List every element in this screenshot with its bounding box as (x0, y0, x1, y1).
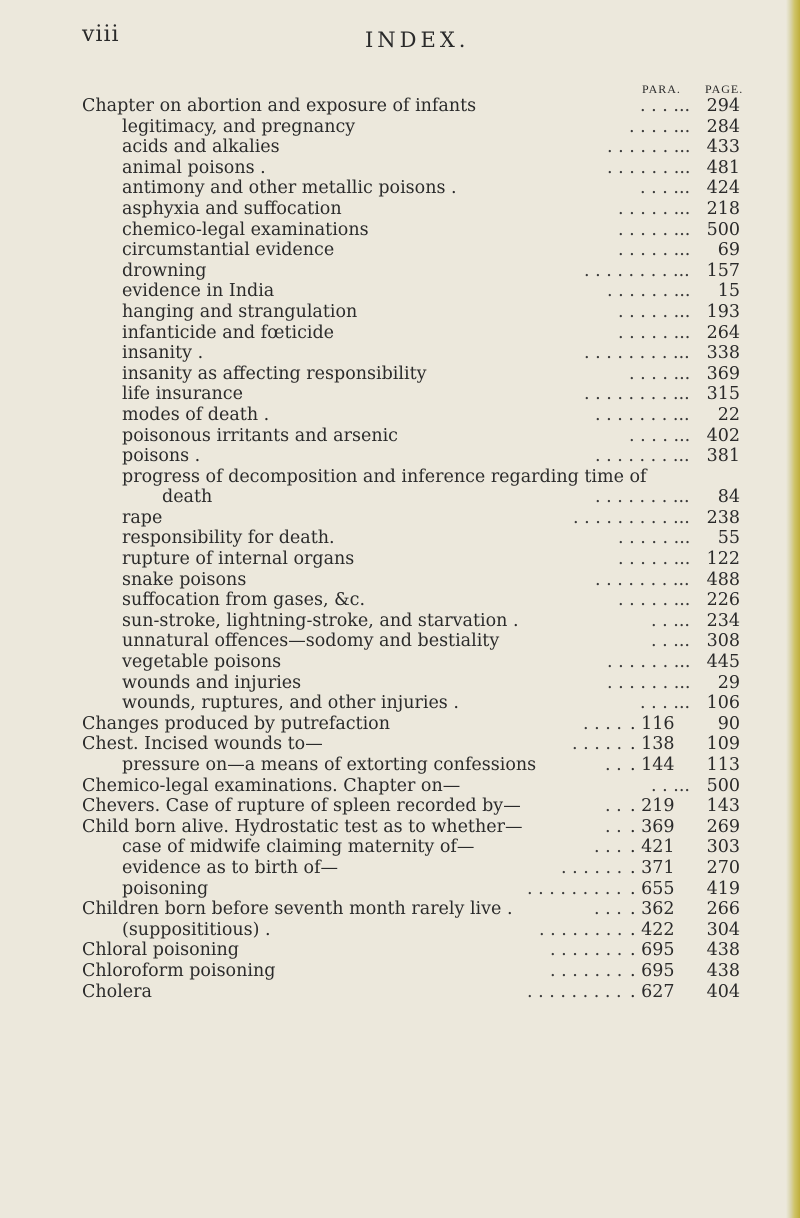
index-entry (0, 858, 800, 879)
leader-dots: . . ... (651, 610, 690, 631)
page-number: 284 (706, 116, 740, 137)
page-number: 488 (706, 569, 740, 590)
page-number: 122 (706, 549, 740, 570)
index-entry (0, 426, 800, 447)
paragraph-number: . 371 (630, 857, 675, 878)
index-entry-text: Cholera (82, 981, 152, 1002)
index-entry (0, 837, 800, 858)
leader-dots: . . . . . . . (550, 940, 623, 961)
index-entry-text: life insurance (122, 384, 243, 405)
index-entry-text: snake poisons (122, 569, 247, 590)
leader-dots: . . (605, 755, 622, 775)
page-folio: viii (82, 22, 120, 47)
page-number: 234 (706, 610, 740, 631)
leader-dots: . . . . . ... (618, 219, 691, 240)
leader-dots: . . (605, 796, 622, 817)
leader-dots: . . . . . ... (618, 590, 691, 611)
leader-dots: . . . . ... (629, 363, 691, 384)
page-number: 500 (706, 775, 740, 796)
index-entry (0, 776, 800, 797)
page-number: 402 (706, 425, 740, 446)
leader-dots: . . . . . . . ... (595, 446, 690, 467)
leader-dots: . . . (594, 837, 622, 858)
page-number: 294 (706, 96, 740, 116)
index-entry (0, 343, 800, 364)
index-entry-text: asphyxia and suffocation (122, 198, 342, 219)
index-entry (0, 487, 800, 508)
paragraph-number: . 116 (630, 713, 675, 734)
page-number: 438 (706, 940, 740, 961)
page-number: 500 (706, 219, 740, 240)
leader-dots: . . . . ... (629, 425, 691, 446)
index-entry-text: insanity . (122, 343, 204, 364)
page-number: 238 (706, 507, 740, 528)
page-number: 55 (717, 528, 740, 549)
index-entry-text: rape (122, 507, 163, 528)
index-entry-text: poisons . (122, 446, 201, 467)
index-entry (0, 611, 800, 632)
index-entry-text: suffocation from gases, &c. (122, 590, 366, 611)
page-number: 445 (706, 652, 740, 673)
leader-dots: . . . . . . . . ... (584, 260, 690, 281)
page-number: 106 (706, 693, 740, 714)
paragraph-number: . 421 (630, 837, 675, 858)
paragraph-number: . 422 (630, 919, 675, 940)
index-entry-text: progress of decomposition and inference regarding time of (122, 466, 647, 487)
index-entry-text: acids and alkalies (122, 137, 280, 158)
index-entry-text: legitimacy, and pregnancy (122, 116, 356, 137)
page-number: 69 (717, 240, 740, 261)
index-entry (0, 961, 800, 982)
index-entry (0, 631, 800, 652)
leader-dots: . . . . . ... (618, 198, 691, 219)
index-entry (0, 796, 800, 817)
index-entry (0, 920, 800, 941)
paragraph-number: . 362 (630, 899, 675, 920)
index-entry-text: wounds, ruptures, and other injuries . (122, 693, 459, 714)
index-entry (0, 549, 800, 570)
index-entry (0, 199, 800, 220)
index-entry-text: vegetable poisons (122, 652, 282, 673)
page-number: 481 (706, 157, 740, 178)
index-entry (0, 137, 800, 158)
index-entry-text: animal poisons . (122, 157, 266, 178)
leader-dots: . . . . . ... (618, 528, 691, 549)
index-entry (0, 940, 800, 961)
index-entry (0, 899, 800, 920)
index-entry-text: Chapter on abortion and exposure of infants (82, 96, 477, 116)
index-entry-text: sun-stroke, lightning-stroke, and starvation . (122, 610, 519, 631)
index-entry (0, 158, 800, 179)
leader-dots: . . . . (583, 713, 622, 734)
index-entry-text: case of midwife claiming maternity of— (122, 837, 475, 858)
page-number: 15 (717, 281, 740, 302)
index-entry (0, 714, 800, 735)
index-entry (0, 755, 800, 776)
index-entry (0, 693, 800, 714)
index-entry-text: Child born alive. Hydrostatic test as to whether— (82, 816, 523, 837)
leader-dots: . . . . . . . . . (527, 878, 622, 899)
leader-dots: . . . . . . . ... (595, 487, 690, 508)
paragraph-number: . 655 (630, 878, 675, 899)
leader-dots: . . . . . . ... (607, 281, 691, 302)
para-column-header: PARA. (642, 82, 681, 96)
page-number: 109 (706, 734, 740, 755)
leader-dots: . . ... (651, 631, 690, 652)
page-number: 264 (706, 322, 740, 343)
page-number: 90 (717, 713, 740, 734)
index-entry-text: (supposititious) . (122, 919, 271, 940)
index-entry-text: Chevers. Case of rupture of spleen recorded by— (82, 796, 521, 817)
index-entry-text: circumstantial evidence (122, 240, 335, 261)
leader-dots: . . . . . . ... (607, 672, 691, 693)
index-entry-text: infanticide and fœticide (122, 322, 335, 343)
page-number: 84 (717, 487, 740, 508)
index-entry (0, 734, 800, 755)
paragraph-number: . 144 (630, 755, 675, 775)
index-entry-text: evidence in India (122, 281, 275, 302)
page-number: 270 (706, 857, 740, 878)
index-entry-text: poisoning (122, 878, 209, 899)
leader-dots: . . . . . . . . . ... (573, 507, 690, 528)
index-entry (0, 982, 800, 1003)
index-entry-text: Chloroform poisoning (82, 960, 276, 981)
page-number: 338 (706, 343, 740, 364)
index-entry-text: modes of death . (122, 404, 270, 425)
leader-dots: . . . . . ... (618, 301, 691, 322)
leader-dots: . . ... (651, 775, 690, 796)
page-number: 303 (706, 837, 740, 858)
index-entry (0, 673, 800, 694)
leader-dots: . . . . . . . . . (527, 981, 622, 1002)
leader-dots: . . . ... (640, 178, 691, 199)
index-entry-text: responsibility for death. (122, 528, 335, 549)
leader-dots: . . . ... (640, 693, 691, 714)
index-entry-text: Children born before seventh month rarely live . (82, 899, 513, 920)
leader-dots: . . . . . . . . (539, 919, 623, 940)
page-number: 193 (706, 301, 740, 322)
leader-dots: . . . . . . (561, 857, 623, 878)
index-entry (0, 364, 800, 385)
index-entry-text: evidence as to birth of— (122, 857, 339, 878)
page-number: 419 (706, 878, 740, 899)
page-number: 315 (706, 384, 740, 405)
index-entry (0, 879, 800, 900)
paragraph-number: . 695 (630, 940, 675, 961)
page-column-header: PAGE. (705, 82, 744, 96)
index-entry-text: death (162, 487, 213, 508)
page-number: 157 (706, 260, 740, 281)
page-number: 438 (706, 960, 740, 981)
index-entry-text: Chloral poisoning (82, 940, 239, 961)
page-number: 424 (706, 178, 740, 199)
page-number: 308 (706, 631, 740, 652)
index-entry (0, 96, 800, 117)
paragraph-number: . 369 (630, 816, 675, 837)
index-entry (0, 240, 800, 261)
index-entry (0, 302, 800, 323)
index-entry-text: chemico-legal examinations (122, 219, 369, 240)
paragraph-number: . 695 (630, 960, 675, 981)
index-entry (0, 467, 800, 488)
index-entry (0, 281, 800, 302)
page-number: 143 (706, 796, 740, 817)
page-number: 369 (706, 363, 740, 384)
index-entry (0, 817, 800, 838)
index-entry (0, 384, 800, 405)
leader-dots: . . . . . . ... (607, 137, 691, 158)
index-entry-text: wounds and injuries (122, 672, 302, 693)
index-entry-text: rupture of internal organs (122, 549, 355, 570)
index-entry-text: poisonous irritants and arsenic (122, 425, 398, 446)
page-number: 22 (717, 404, 740, 425)
leader-dots: . . . . . ... (618, 549, 691, 570)
index-entry-text: drowning (122, 260, 207, 281)
page-number: 226 (706, 590, 740, 611)
running-head-title: INDEX. (365, 28, 470, 52)
index-entry-text: insanity as affecting responsibility (122, 363, 427, 384)
page-number: 304 (706, 919, 740, 940)
leader-dots: . . (605, 816, 622, 837)
leader-dots: . . . ... (640, 96, 691, 116)
index-entry (0, 117, 800, 138)
page-number: 433 (706, 137, 740, 158)
leader-dots: . . . . . . ... (607, 157, 691, 178)
index-entry (0, 261, 800, 282)
leader-dots: . . . . ... (629, 116, 691, 137)
paragraph-number: . 219 (630, 796, 675, 817)
page-number: 113 (706, 755, 740, 775)
leader-dots: . . . . . ... (618, 322, 691, 343)
index-entry (0, 528, 800, 549)
leader-dots: . . . . . . . (550, 960, 623, 981)
index-entry-text: Chemico-legal examinations. Chapter on— (82, 775, 461, 796)
leader-dots: . . . . . (572, 734, 623, 755)
index-entry-text: unnatural offences—sodomy and bestiality (122, 631, 500, 652)
leader-dots: . . . (594, 899, 622, 920)
index-entry-text: antimony and other metallic poisons . (122, 178, 457, 199)
leader-dots: . . . . . . . ... (595, 569, 690, 590)
index-entry (0, 323, 800, 344)
index-entry-text: hanging and strangulation (122, 301, 358, 322)
page-number: 29 (717, 672, 740, 693)
index-entry (0, 508, 800, 529)
index-entry-text: Changes produced by putrefaction (82, 713, 390, 734)
index-entry (0, 405, 800, 426)
page-number: 266 (706, 899, 740, 920)
leader-dots: . . . . . . . . ... (584, 343, 690, 364)
index-entry (0, 220, 800, 241)
index-entry (0, 178, 800, 199)
index-entry (0, 570, 800, 591)
leader-dots: . . . . . ... (618, 240, 691, 261)
page-number: 269 (706, 816, 740, 837)
index-entry (0, 446, 800, 467)
index-entry-text: pressure on—a means of extorting confessions (122, 755, 537, 775)
index-entry (0, 652, 800, 673)
paragraph-number: . 627 (630, 981, 675, 1002)
leader-dots: . . . . . . . . ... (584, 384, 690, 405)
leader-dots: . . . . . . . ... (595, 404, 690, 425)
leader-dots: . . . . . . ... (607, 652, 691, 673)
page-number: 381 (706, 446, 740, 467)
page-number: 218 (706, 198, 740, 219)
page-number: 404 (706, 981, 740, 1002)
paragraph-number: . 138 (630, 734, 675, 755)
index-entry (0, 590, 800, 611)
index-entry-list (0, 96, 800, 1002)
index-entry-text: Chest. Incised wounds to— (82, 734, 323, 755)
